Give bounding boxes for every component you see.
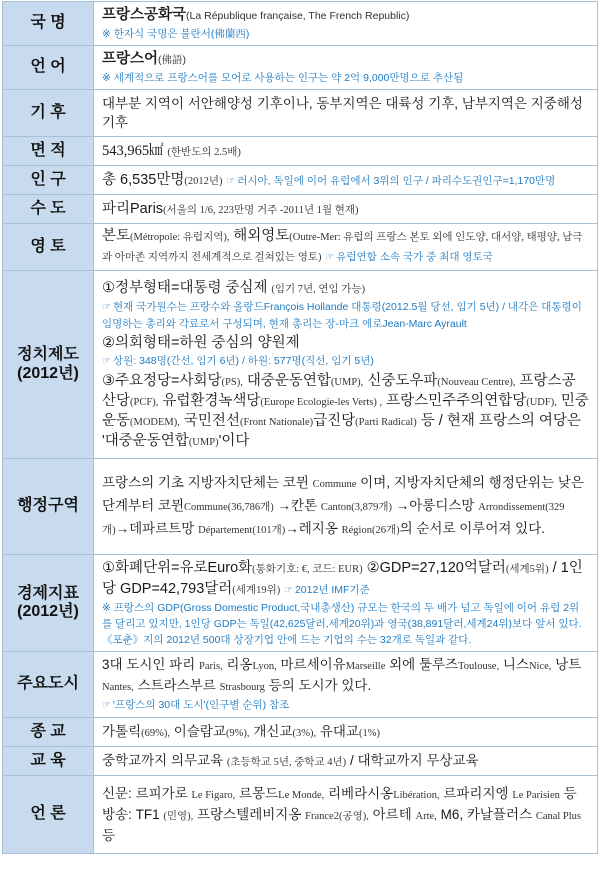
row-value xyxy=(94,137,598,166)
parliament-note: ☞ 상원: 348명(간선, 임기 6년) / 하원: 577명(직선, 임기 5년) xyxy=(102,354,374,367)
row-education xyxy=(3,747,598,776)
row-value xyxy=(94,2,598,46)
pointing-hand-icon: ☞ xyxy=(284,585,293,596)
row-label: 기 후 xyxy=(3,90,94,137)
row-politics xyxy=(3,271,598,459)
row-value xyxy=(94,224,598,271)
row-admin xyxy=(3,459,598,555)
territory-overseas-detail: (Outre-Mer: 유럽의 프랑스 본토 외에 인도양, 대서양, 태평양, 남극과 아마존 지역까지 전세계적으로 걸쳐있는 영토) xyxy=(102,232,583,263)
pointing-hand-icon: ☞ xyxy=(325,252,335,263)
parliament-form: ②의회형태=하원 중심의 양원제 xyxy=(102,334,300,351)
climate-text: 대부분 지역이 서안해양성 기후이나, 동부지역은 대륙성 기후, 남부지역은 지중해성 기후 xyxy=(94,90,598,137)
row-label: 면 적 xyxy=(3,137,94,166)
row-label: 영 토 xyxy=(3,224,94,271)
row-value xyxy=(94,652,598,718)
row-value xyxy=(94,776,598,854)
territory-mainland-detail: (Métropole: 유럽지역), xyxy=(130,232,230,243)
row-label: 국 명 xyxy=(3,2,94,46)
economy-figures: ①화폐단위=유로Euro화(통화기호: €, 코드: EUR) ②GDP=27,120억달러(세계5위) / 1인당 GDP=42,793달러(세계19위) xyxy=(102,560,583,597)
row-cities xyxy=(3,652,598,718)
cities-note: ☞ '프랑스의 30대 도시'(인구별 순위) 참조 xyxy=(102,699,290,711)
row-value xyxy=(94,166,598,195)
row-label: 인 구 xyxy=(3,166,94,195)
row-label: 종 교 xyxy=(3,718,94,747)
imf-note: ☞ 2012년 IMF기준 xyxy=(284,584,370,596)
pointing-hand-icon: ☞ xyxy=(226,175,236,187)
gdp-note: ※ 프랑스의 GDP(Gross Domestic Product,국내총생산) 규모는 한국의 두 배가 넘고 독일에 이어 유럽 2위를 달리고 있지만, 1인당 GDP는 독일(42,625달러,세계20위)과 영국(38,891달러,세계24위)보다 앞서 있다. 《포춘》지의 2012년 500대 상장기업 안에 드는 기업의 수는 32개로 독일과 같다. xyxy=(102,602,582,646)
row-label: 경제지표 (2012년) xyxy=(3,555,94,652)
pointing-hand-icon: ☞ xyxy=(102,301,111,313)
row-area xyxy=(3,137,598,166)
education-text: 중학교까지 의무교육 (초등학교 5년, 중학교 4년) / 대학교까지 무상교육 xyxy=(94,747,598,776)
population-value: 총 6,535만명 xyxy=(102,171,185,188)
row-label: 언 론 xyxy=(3,776,94,854)
religion-text: 가톨릭(69%), 이슬람교(9%), 개신교(3%), 유대교(1%) xyxy=(94,718,598,747)
pointing-hand-icon: ☞ xyxy=(102,700,111,711)
row-capital xyxy=(3,195,598,224)
country-name-original: (La République française, The French Republic) xyxy=(186,10,410,22)
row-label: 수 도 xyxy=(3,195,94,224)
country-profile-table xyxy=(2,1,598,854)
language-name: 프랑스어 xyxy=(102,51,159,67)
territory-overseas: 해외영토 xyxy=(233,228,290,244)
row-label: 행정구역 xyxy=(3,459,94,555)
parties-text: ③주요정당=사회당(PS), 대중운동연합(UMP), 신중도우파(Nouveau Centre), 프랑스공산당(PCF), 유럽환경녹색당(Europe Ecologie-les Verts) , 프랑스민주주의연합당(UDF), 민중운동(MODEM), 국민전선(Front Nationale)급진당(Parti Radical) 등 / 현재 프랑스의 여당은 '대중운동연합(UMP)'이다 xyxy=(102,372,589,449)
row-label: 정치제도 (2012년) xyxy=(3,271,94,459)
admin-text: 프랑스의 기초 지방자치단체는 코뮌 Commune 이며, 지방자치단체의 행정단위는 낮은 단계부터 코뮌Commune(36,786개) →칸톤 Canton(3,879개) →아롱디스망 Arrondissement(329개)→데파르트망 Département(101개)→레지옹 Région(26개)의 순서로 이루어져 있다. xyxy=(94,459,598,555)
row-label: 주요도시 xyxy=(3,652,94,718)
row-value xyxy=(94,271,598,459)
row-value xyxy=(94,46,598,90)
country-name: 프랑스공화국 xyxy=(102,7,187,23)
row-territory xyxy=(3,224,598,271)
government-term: (임기 7년, 연임 가능) xyxy=(271,283,366,295)
row-economy xyxy=(3,555,598,652)
row-country-name xyxy=(3,2,598,46)
row-religion xyxy=(3,718,598,747)
cities-text: 3대 도시인 파리 Paris, 리옹Lyon, 마르세이유Marseille 외에 툴루즈Toulouse, 니스Nice, 낭트Nantes, 스트라스부르 Strasbourg 등의 도시가 있다. xyxy=(102,657,582,693)
row-label: 교 육 xyxy=(3,747,94,776)
row-value xyxy=(94,195,598,224)
capital-name: 파리Paris xyxy=(102,200,164,217)
area-comparison: (한반도의 2.5배) xyxy=(167,146,241,158)
language-name-hanja: (佛語) xyxy=(158,54,187,66)
row-language xyxy=(3,46,598,90)
population-year: (2012년) xyxy=(184,175,223,187)
population-note: ☞ 러시아, 독일에 이어 유럽에서 3위의 인구 / 파리수도권인구=1,170만명 xyxy=(226,174,556,187)
media-broadcasters: 방송: TF1 (민영), 프랑스텔레비지옹 France2(공영), 아르테 Arte, M6, 카날플러스 Canal Plus 등 xyxy=(102,807,582,843)
language-note: ※ 세계적으로 프랑스어를 모어로 사용하는 인구는 약 2억 9,000만명으로 추산됨 xyxy=(102,72,464,84)
row-label: 언 어 xyxy=(3,46,94,90)
government-form: ①정부형태=대통령 중심제 xyxy=(102,279,268,296)
territory-note: ☞ 유럽연합 소속 국가 중 최대 영토국 xyxy=(325,251,493,263)
row-climate xyxy=(3,90,598,137)
territory-mainland: 본토 xyxy=(102,228,131,244)
row-value xyxy=(94,555,598,652)
pointing-hand-icon: ☞ xyxy=(102,355,111,367)
row-population xyxy=(3,166,598,195)
area-value: 543,965㎢ xyxy=(102,142,164,159)
row-media xyxy=(3,776,598,854)
country-name-note: ※ 한자식 국명은 불란서(佛蘭西) xyxy=(102,28,250,40)
head-of-state-note: ☞ 현재 국가원수는 프랑수와 올랑드François Hollande 대통령(2012.5월 당선, 임기 5년) / 내각은 대통령이 임명하는 총리와 각료로서 구성되며, 현재 총리는 장-마크 에로Jean-Marc Ayrault xyxy=(102,300,582,330)
media-newspapers: 신문: 르피가로 Le Figaro, 르몽드Le Monde, 리베라시옹Libération, 르파리지엥 Le Parisien 등 xyxy=(102,786,577,801)
capital-detail: (서울의 1/6, 223만명 거주 -2011년 1월 현재) xyxy=(163,204,359,216)
